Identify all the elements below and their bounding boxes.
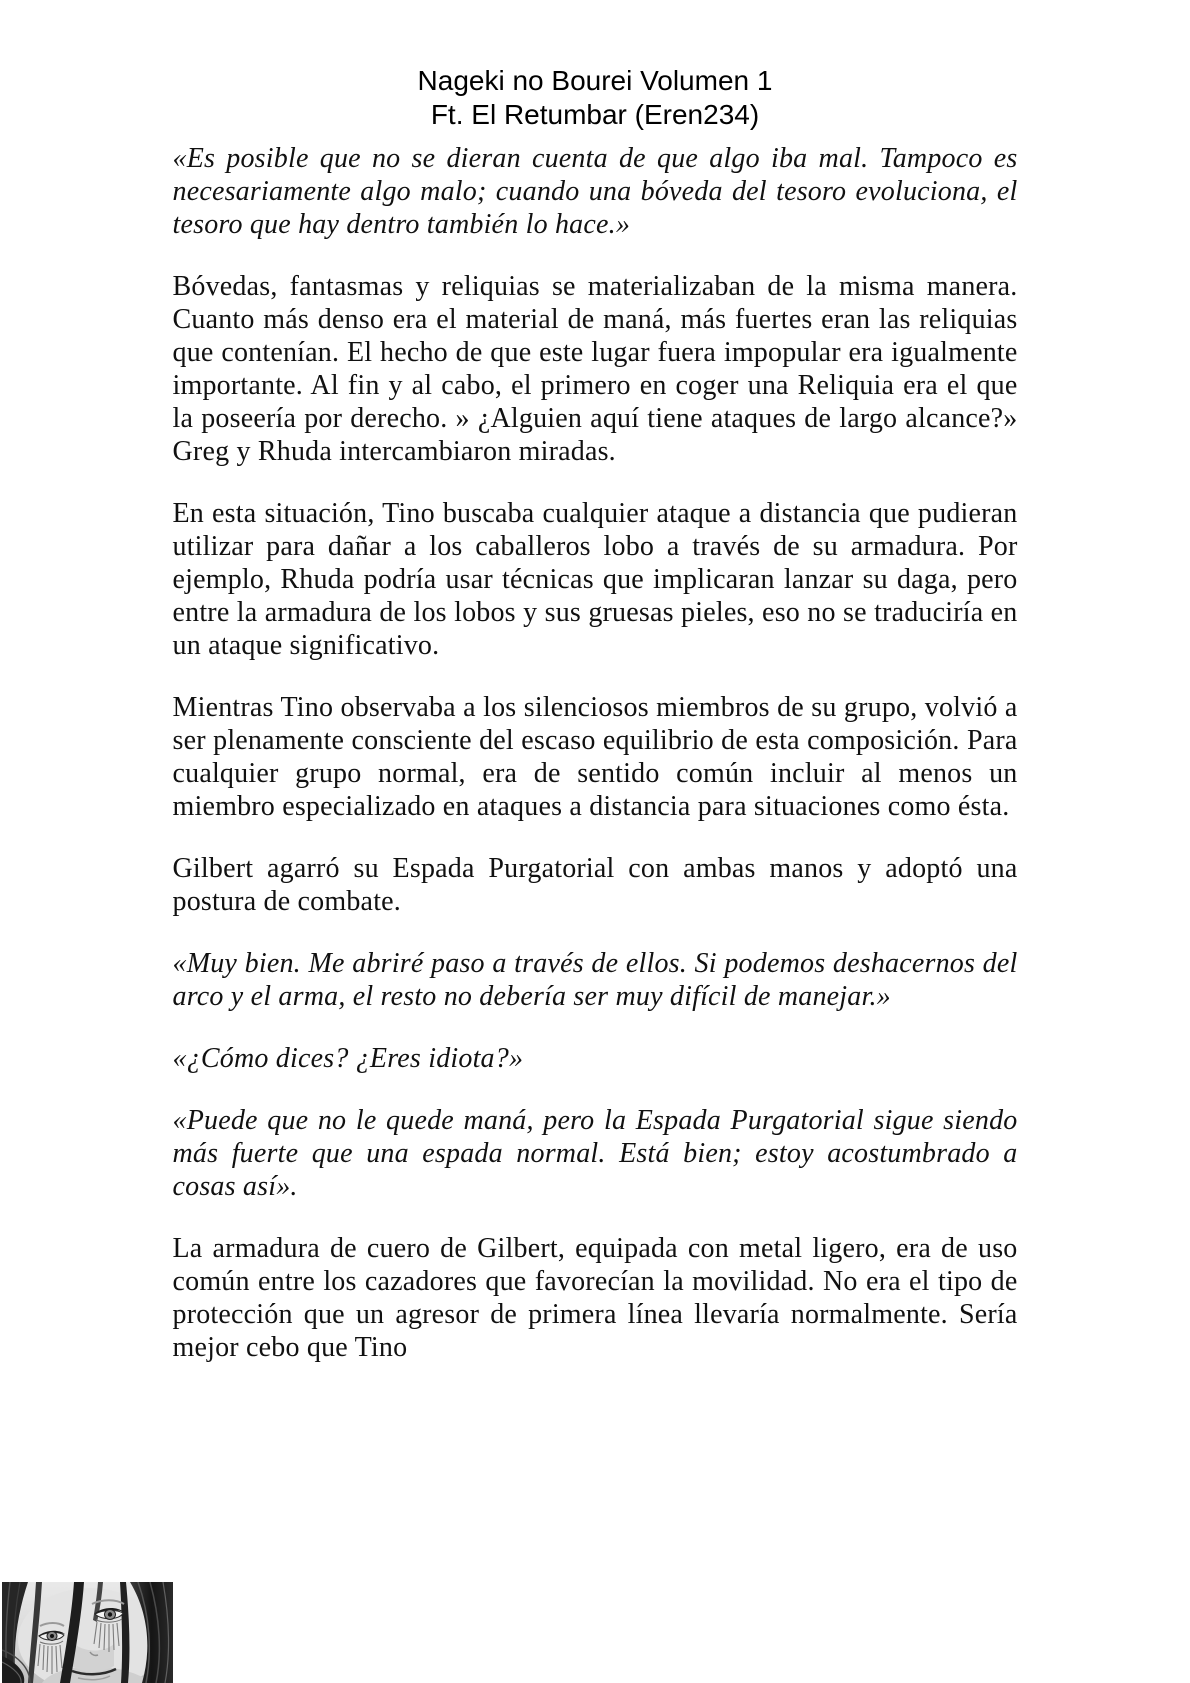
body-paragraph: En esta situación, Tino buscaba cualquier ataque a distancia que pudieran utilizar para dañar a los caballeros lobo a través de su armadura. Por ejemplo, Rhuda podría usar técnicas que implicaran lanzar su daga, pero entre la armadura de los lobos y sus gruesas pieles, eso no se traduciría en un ataque significativo. <box>172 498 1018 661</box>
title-line-2: Ft. El Retumbar (Eren234) <box>430 99 760 130</box>
quote-paragraph: «¿Cómo dices? ¿Eres idiota?» <box>172 1043 524 1074</box>
manga-face-illustration-svg <box>2 1582 173 1683</box>
page-title <box>0 0 1190 132</box>
body-paragraph: Bóvedas, fantasmas y reliquias se materializaban de la misma manera. Cuanto más denso era el material de maná, más fuertes eran las reliquias que contenían. El hecho de que este lugar fuera impopular era igualmente importante. Al fin y al cabo, el primero en coger una Reliquia era el que la poseería por derecho. » ¿Alguien aquí tiene ataques de largo alcance?» Greg y Rhuda intercambiaron miradas. <box>172 271 1018 467</box>
quote-paragraph: «Muy bien. Me abriré paso a través de ellos. Si podemos deshacernos del arco y el arma, el resto no debería ser muy difícil de manejar.» <box>172 948 1018 1012</box>
body-text <box>173 142 1018 1364</box>
manga-face-image <box>2 1582 173 1683</box>
body-paragraph: La armadura de cuero de Gilbert, equipada con metal ligero, era de uso común entre los cazadores que favorecían la movilidad. No era el tipo de protección que un agresor de primera línea llevaría normalmente. Sería mejor cebo que Tino <box>172 1233 1018 1363</box>
quote-paragraph: «Es posible que no se dieran cuenta de que algo iba mal. Tampoco es necesariamente algo malo; cuando una bóveda del tesoro evoluciona, el tesoro que hay dentro también lo hace.» <box>172 143 1018 240</box>
quote-paragraph: «Puede que no le quede maná, pero la Espada Purgatorial sigue siendo más fuerte que una espada normal. Está bien; estoy acostumbrado a cosas así». <box>172 1105 1018 1202</box>
body-paragraph: Mientras Tino observaba a los silenciosos miembros de su grupo, volvió a ser plenamente consciente del escaso equilibrio de esta composición. Para cualquier grupo normal, era de sentido común incluir al menos un miembro especializado en ataques a distancia para situaciones como ésta. <box>172 692 1018 822</box>
body-paragraph: Gilbert agarró su Espada Purgatorial con ambas manos y adoptó una postura de combate. <box>172 853 1018 917</box>
title-line-1: Nageki no Bourei Volumen 1 <box>417 65 773 96</box>
